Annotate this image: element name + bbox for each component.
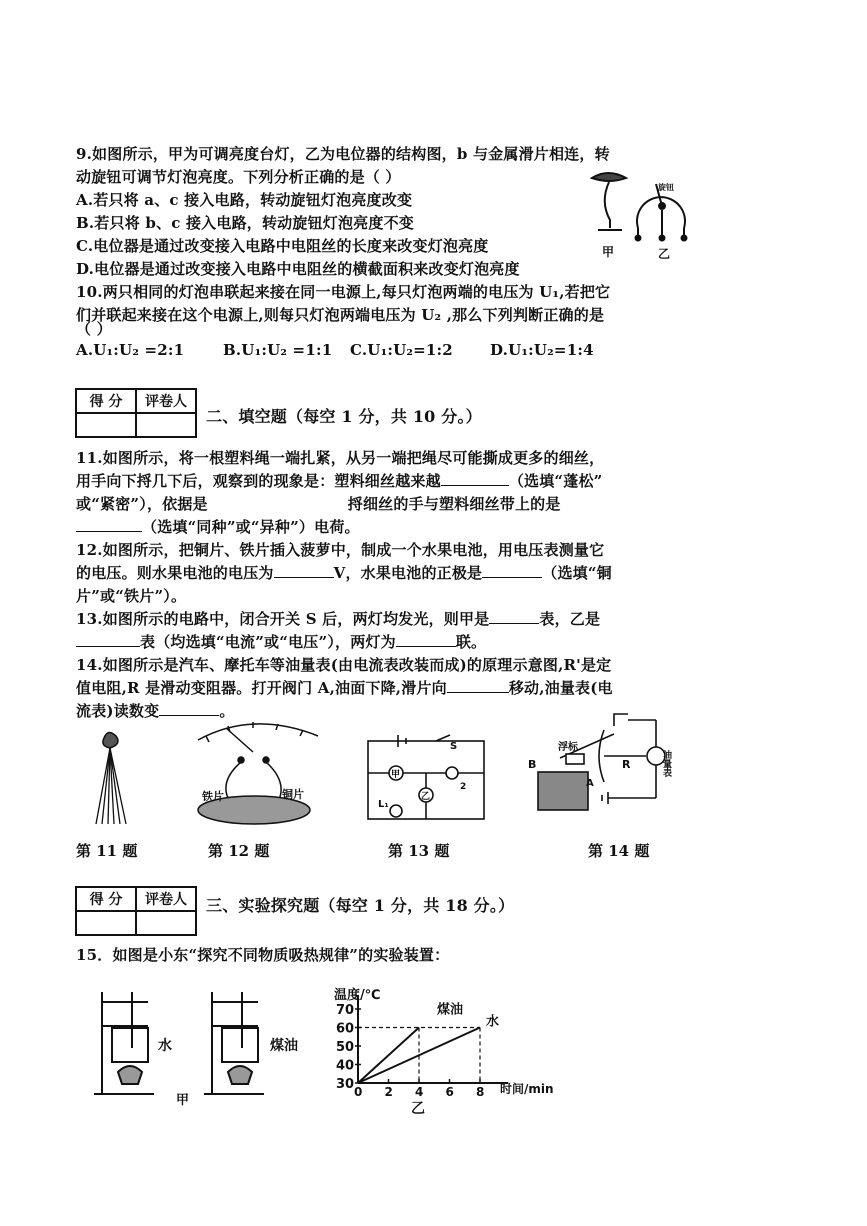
q9-option-d: D.电位器是通过改变接入电路中电阻丝的横截面积来改变灯泡亮度: [76, 260, 520, 278]
q13-line1: 13.如图所示的电路中，闭合开关 S 后，两灯均发光，则甲是 表，乙是: [76, 610, 601, 628]
fig14-caption: 第 14 题: [588, 842, 650, 860]
q9-fig-label-yi: 乙: [658, 247, 671, 261]
section3-title: 三、实验探究题（每空 1 分，共 18 分。）: [206, 896, 515, 915]
fig13-yi-label: 乙: [421, 792, 431, 802]
y-tick-label: 70: [336, 1003, 355, 1018]
q14-blank-1[interactable]: [447, 678, 509, 693]
score-cell[interactable]: [76, 413, 136, 437]
series-line-0: [358, 1028, 419, 1084]
section2-title: 二、填空题（每空 1 分，共 10 分。）: [206, 407, 482, 426]
q15-kerosene-label: 煤油: [270, 1038, 298, 1054]
fig11-plastic-string: [86, 728, 136, 828]
q12-line2: 的电压。则水果电池的电压为 V，水果电池的正极是 （选填“铜: [76, 564, 612, 582]
x-tick-label: 4: [415, 1085, 424, 1099]
q10-line1: 10.两只相同的灯泡串联起来接在同一电源上,每只灯泡两端的电压为 U₁,若把它: [76, 283, 611, 301]
q13-blank-1[interactable]: [489, 609, 539, 624]
q14-line3: 流表)读数变 。: [76, 702, 235, 720]
q9-option-c: C.电位器是通过改变接入电路中电阻丝的长度来改变灯泡亮度: [76, 237, 489, 255]
x-tick-label: 2: [384, 1085, 393, 1099]
score-header: 得 分: [76, 887, 136, 911]
q10-option-d: D.U₁:U₂=1:4: [490, 341, 594, 359]
y-tick-label: 30: [336, 1077, 355, 1092]
fig11-caption: 第 11 题: [76, 842, 138, 860]
q11-blank-1[interactable]: [441, 471, 509, 486]
q9-knob-label: 旋钮: [658, 183, 674, 192]
q11-line2: 用手向下捋几下后，观察到的现象是：塑料细丝越来越 （选填“蓬松”: [76, 472, 603, 490]
q12-blank-2[interactable]: [482, 563, 542, 578]
fig13-circuit: [362, 733, 490, 825]
q15-line1: 15．如图是小东“探究不同物质吸热规律”的实验装置：: [76, 946, 450, 964]
temperature-time-chart: [320, 985, 590, 1120]
fig12-copper-label: 铜片: [282, 788, 304, 801]
q14-line2: 值电阻,R 是滑动变阻器。打开阀门 A,油面下降,滑片向 移动,油量表(电: [76, 679, 613, 697]
fig13-s-label: S: [450, 741, 458, 752]
fig13-l2-label: 2: [460, 782, 467, 792]
q15-apparatus: [88, 988, 318, 1108]
q10-option-b: B.U₁:U₂ =1:1: [223, 341, 333, 359]
fig14-r-label: R: [622, 758, 631, 771]
fig14-a-label: A: [586, 778, 594, 789]
q9-line1: 9.如图所示，甲为可调亮度台灯，乙为电位器的结构图，b 与金属滑片相连，转: [76, 145, 610, 163]
y-axis-label: 温度/℃: [334, 988, 381, 1003]
y-tick-label: 50: [336, 1040, 355, 1055]
x-axis-label: 时间/min: [500, 1082, 554, 1096]
q12-blank-1[interactable]: [274, 563, 334, 578]
lamp-l2: [446, 767, 458, 779]
score-header: 得 分: [76, 389, 136, 413]
lamp-l1: [390, 805, 402, 817]
x-tick-label: 6: [445, 1085, 454, 1099]
fig13-jia-label: 甲: [391, 770, 401, 780]
x-tick-label: 8: [476, 1085, 485, 1099]
score-cell[interactable]: [76, 911, 136, 935]
fig13-caption: 第 13 题: [388, 842, 450, 860]
grader-cell[interactable]: [136, 413, 196, 437]
q11-blank-3[interactable]: [76, 517, 142, 532]
q10-line2: 们并联起来接在这个电源上,则每只灯泡两端电压为 U₂ ,那么下列判断正确的是: [76, 306, 605, 324]
q10-line3: （ ）: [76, 320, 112, 338]
score-table-section3: [75, 886, 197, 936]
q10-option-c: C.U₁:U₂=1:2: [350, 341, 453, 359]
fig14-float-label: 浮标: [558, 742, 578, 753]
series-label-kerosene: 煤油: [437, 1002, 464, 1018]
q9-option-a: A.若只将 a、c 接入电路，转动旋钮灯泡亮度改变: [76, 191, 413, 209]
fig14-b-label: B: [528, 758, 537, 771]
q9-fig-label-jia: 甲: [602, 245, 615, 259]
y-tick-label: 60: [336, 1021, 355, 1037]
q11-blank-2[interactable]: [208, 494, 348, 509]
q12-line3: 片”或“铁片”）。: [76, 587, 187, 605]
q11-line3: 或“紧密”），依据是 捋细丝的手与塑料细丝带上的是: [76, 495, 561, 513]
apparatus-water: [94, 992, 154, 1094]
chart-yi-label: 乙: [411, 1101, 425, 1117]
fig12-caption: 第 12 题: [208, 842, 270, 860]
q9-option-b: B.若只将 b、c 接入电路，转动旋钮灯泡亮度不变: [76, 214, 414, 232]
grader-header: 评卷人: [136, 887, 196, 911]
fig12-fruit-battery: [178, 712, 328, 832]
q13-blank-3[interactable]: [396, 632, 456, 647]
grader-header: 评卷人: [136, 389, 196, 413]
q13-line2: 表（均选填“电流”或“电压”），两灯为 联。: [76, 631, 486, 652]
q15-jia-label: 甲: [176, 1093, 190, 1108]
desk-lamp-drawing: [592, 173, 626, 230]
y-tick-label: 40: [336, 1058, 355, 1074]
fig13-l1-label: L₁: [378, 799, 389, 810]
x-tick-label: 0: [354, 1085, 363, 1099]
q9-figure: [588, 168, 698, 260]
q11-line1: 11.如图所示，将一根塑料绳一端扎紧，从另一端把绳尽可能撕成更多的细丝，: [76, 449, 605, 467]
q9-line2: 动旋钮可调节灯泡亮度。下列分析正确的是（ ）: [76, 168, 401, 186]
fig14-gauge-label: 油量表: [661, 750, 671, 777]
fig12-iron-label: 铁片: [202, 790, 224, 803]
q15-water-label: 水: [158, 1038, 172, 1054]
score-table-section2: [75, 388, 197, 438]
apparatus-kerosene: [204, 992, 264, 1094]
q13-blank-2[interactable]: [76, 632, 140, 647]
grader-cell[interactable]: [136, 911, 196, 935]
potentiometer-drawing: [636, 184, 687, 241]
fig14-fuel-gauge: [524, 706, 674, 826]
series-label-water: 水: [486, 1014, 500, 1030]
q10-option-a: A.U₁:U₂ =2:1: [76, 341, 185, 359]
q12-line1: 12.如图所示，把铜片、铁片插入菠萝中，制成一个水果电池，用电压表测量它: [76, 541, 605, 559]
q14-line1: 14.如图所示是汽车、摩托车等油量表(由电流表改装而成)的原理示意图,R'是定: [76, 656, 612, 674]
q11-line4: （选填“同种”或“异种”）电荷。: [76, 516, 360, 537]
